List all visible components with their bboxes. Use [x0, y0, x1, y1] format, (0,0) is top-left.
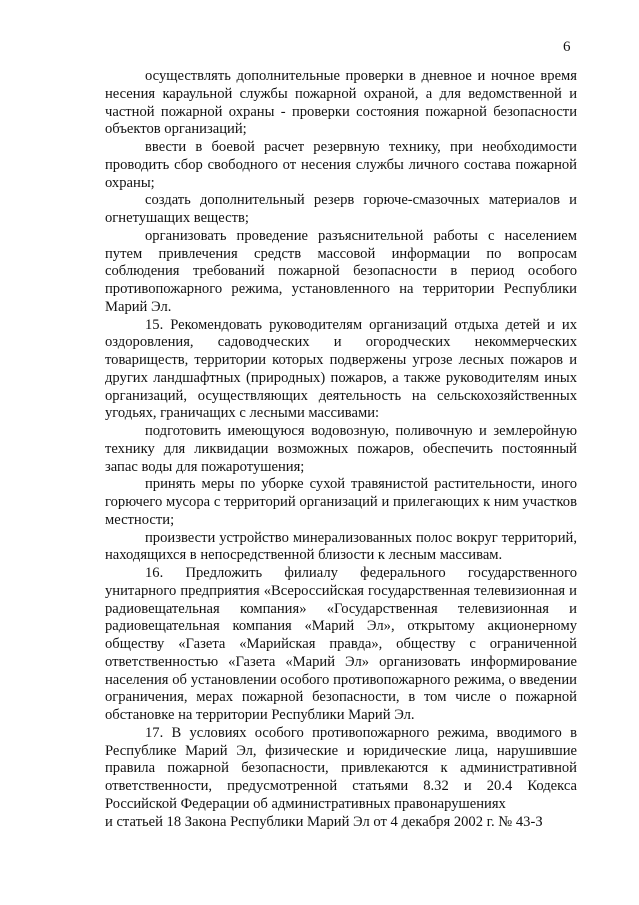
- paragraph-fuel-reserve: создать дополнительный резерв горюче-смазочных материалов и огнетушащих веществ;: [105, 192, 577, 226]
- paragraph-item-17: 17. В условиях особого противопожарного режима, вводимого в Республике Марий Эл, физические и юридические лица, нарушившие правила пожарной безопасности, привлекаются к административной ответственности, предусмотренной статьями 8.32 и 20.4 Кодекса Российской Федерации об административных правонарушениях: [105, 724, 577, 812]
- paragraph-clear-vegetation: принять меры по уборке сухой травянистой растительности, иного горючего мусора с территорий организаций и прилегающих к ним участков местности;: [105, 476, 577, 528]
- paragraph-reserve-equipment: ввести в боевой расчет резервную технику, при необходимости проводить сбор свободного от несения службы личного состава пожарной охраны;: [105, 139, 577, 191]
- paragraph-item-17-continuation: и статьей 18 Закона Республики Марий Эл от 4 декабря 2002 г. № 43-З: [105, 813, 543, 830]
- paragraph-item-16: 16. Предложить филиалу федерального государственного унитарного предприятия «Всероссийская государственная телевизионная и радиовещательная компания» «Государственная телевизионная и радиовещательная компания «Марий Эл», открытому акционерному обществу «Газета «Марийская правда», обществу с ограниченной ответственностью «Газета «Марий Эл» организовать информирование населения об установлении особого противопожарного режима, о введении ограничения, мерах пожарной безопасности, в том числе о пожарной обстановке на территории Республики Марий Эл.: [105, 565, 577, 723]
- page-number: 6: [563, 39, 571, 55]
- paragraph-public-outreach: организовать проведение разъяснительной работы с населением путем привлечения средств массовой информации по вопросам соблюдения требований пожарной безопасности в период особого противопожарного режима, установленного на территории Республики Марий Эл.: [105, 227, 577, 315]
- paragraph-additional-checks: осуществлять дополнительные проверки в дневное и ночное время несения караульной службы пожарной охраной, а для ведомственной и частной пожарной охраны - проверки состояния пожарной безопасности объектов организаций;: [105, 68, 577, 138]
- paragraph-item-15: 15. Рекомендовать руководителям организаций отдыха детей и их оздоровления, садоводческих и огородческих некоммерческих товариществ, территории которых подвержены угрозе лесных пожаров и других ландшафтных (природных) пожаров, а также руководителям иных организаций, осуществляющих деятельность на сельскохозяйственных угодьях, граничащих с лесными массивами:: [105, 316, 577, 422]
- document-body: [105, 68, 577, 831]
- paragraph-prepare-equipment: подготовить имеющуюся водовозную, поливочную и землеройную технику для ликвидации возможных пожаров, обеспечить постоянный запас воды для пожаротушения;: [105, 423, 577, 475]
- paragraph-firebreaks: произвести устройство минерализованных полос вокруг территорий, находящихся в непосредственной близости к лесным массивам.: [105, 529, 577, 564]
